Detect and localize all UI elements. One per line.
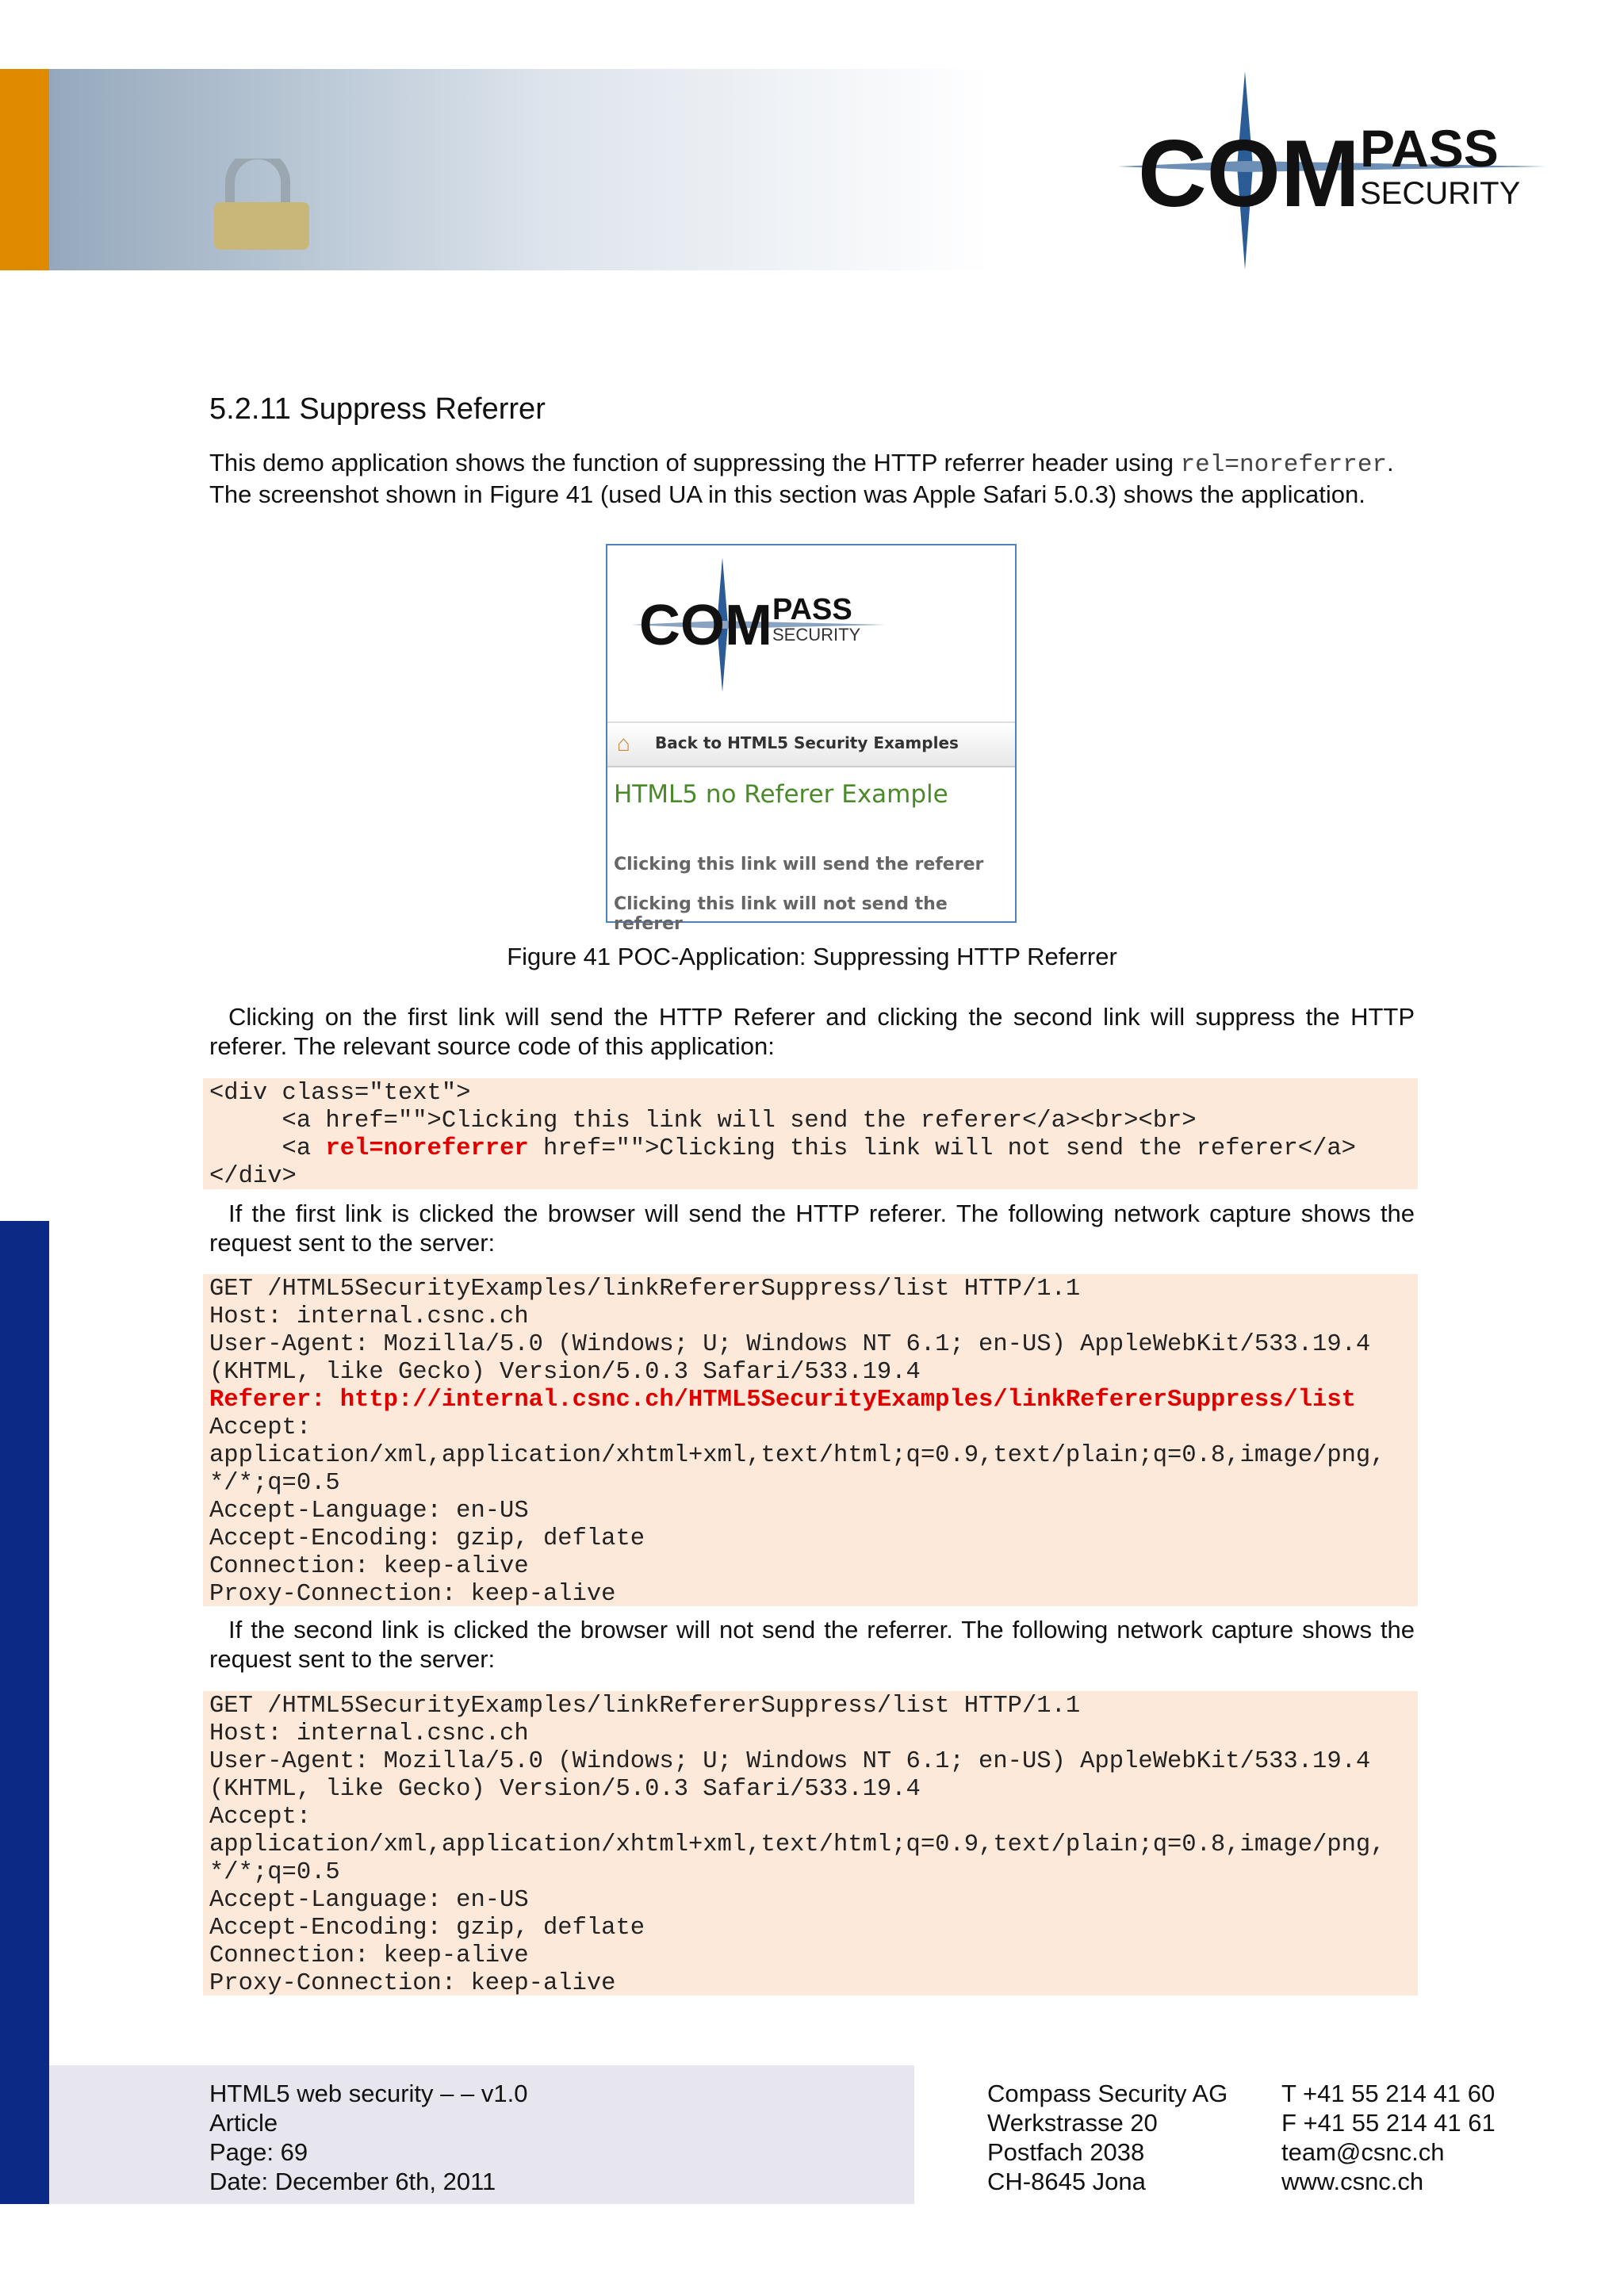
request-headers: GET /HTML5SecurityExamples/linkRefererSuppress/list HTTP/1.1 Host: internal.csnc.ch User-Agent: Mozilla/5.0 (Windows; U; Windows NT 6.1; en-US) AppleWebKit/533.19.4 (KHTML, like Gecko) Version/5.0.3 Safari/533.19.4 [209, 1276, 1371, 1386]
footer-doc-title: HTML5 web security – – v1.0 [209, 2080, 528, 2107]
svg-text:PASS: PASS [1360, 119, 1499, 178]
send-referer-link[interactable]: Clicking this link will send the referer [614, 855, 984, 874]
back-nav-bar [607, 721, 1015, 767]
paragraph-2: If the first link is clicked the browser will send the HTTP referer. The following network capture shows the request sent to the server: [209, 1200, 1415, 1257]
svg-text:SECURITY: SECURITY [772, 625, 861, 645]
orange-accent-bar [0, 69, 49, 270]
code-line: <a [209, 1135, 326, 1162]
footer-city: CH-8645 Jona [987, 2168, 1146, 2195]
code-line: href="">Clicking this link will not send the referer</a> [528, 1135, 1356, 1162]
svg-text:SECURITY: SECURITY [1360, 176, 1521, 211]
footer-fax: F +41 55 214 41 61 [1281, 2109, 1496, 2137]
footer-left [209, 2079, 527, 2196]
figure-compass-logo [631, 557, 885, 692]
intro-code: rel=noreferrer [1180, 451, 1388, 479]
code-line: <a href="">Clicking this link will send the referer</a><br><br> [209, 1108, 1197, 1135]
padlock-icon [182, 159, 381, 254]
footer-contact [1281, 2079, 1496, 2196]
svg-text:COM: COM [1138, 121, 1360, 227]
highlighted-attribute: rel=noreferrer [325, 1135, 529, 1162]
intro-text-end: . [1387, 449, 1394, 476]
compass-security-logo [1118, 67, 1546, 274]
footer-page-number: Page: 69 [209, 2138, 308, 2166]
footer-address [987, 2079, 1228, 2196]
header-banner-image [0, 69, 991, 270]
intro-text: This demo application shows the function of suppressing the HTTP referrer header using [209, 449, 1181, 476]
back-link[interactable]: Back to HTML5 Security Examples [655, 733, 959, 752]
request-capture-without-referer: GET /HTML5SecurityExamples/linkRefererSuppress/list HTTP/1.1 Host: internal.csnc.ch User-Agent: Mozilla/5.0 (Windows; U; Windows NT 6.1; en-US) AppleWebKit/533.19.4 (KHTML, like Gecko) Version/5.0.3 Safari/533.19.4 Accept: application/xml,application/xhtml+xml,text/html;q=0.9,text/plain;q=0.8,image/png, */*;q=0.5 Accept-Language: en-US Accept-Encoding: gzip, deflate Connection: keep-alive Proxy-Connection: keep-alive [203, 1691, 1418, 1996]
figure-caption: Figure 41 POC-Application: Suppressing HTTP Referrer [507, 943, 1117, 970]
intro-line2: The screenshot shown in Figure 41 (used UA in this section was Apple Safari 5.0.3) shows the application. [209, 480, 1365, 508]
footer-date: Date: December 6th, 2011 [209, 2168, 496, 2195]
footer-company: Compass Security AG [987, 2080, 1228, 2107]
paragraph-3: If the second link is clicked the browser will not send the referrer. The following network capture shows the request sent to the server: [209, 1616, 1415, 1673]
footer-postbox: Postfach 2038 [987, 2138, 1145, 2166]
no-referer-link[interactable]: Clicking this link will not send the referer [614, 894, 948, 934]
home-icon: ⌂ [617, 731, 630, 756]
intro-paragraph [209, 448, 1415, 509]
source-code-block [203, 1078, 1418, 1189]
code-line: </div> [209, 1163, 297, 1190]
svg-text:COM: COM [639, 594, 772, 657]
footer-doc-type: Article [209, 2109, 278, 2137]
code-line: <div class="text"> [209, 1080, 471, 1107]
footer-website[interactable]: www.csnc.ch [1281, 2168, 1424, 2195]
figure-title: HTML5 no Referer Example [614, 780, 948, 809]
request-headers-rest: Accept: application/xml,application/xhtml+xml,text/html;q=0.9,text/plain;q=0.8,image/png, */*;q=0.5 Accept-Language: en-US Accept-Encoding: gzip, deflate Connection: keep-alive Proxy-Connection: keep-alive [209, 1414, 1385, 1608]
svg-text:PASS: PASS [772, 593, 852, 626]
footer-phone: T +41 55 214 41 60 [1281, 2080, 1496, 2107]
paragraph-1: Clicking on the first link will send the HTTP Referer and clicking the second link will suppress the HTTP referer. The relevant source code of this application: [209, 1003, 1415, 1060]
blue-side-bar [0, 1221, 49, 2204]
referer-header: Referer: http://internal.csnc.ch/HTML5SecurityExamples/linkRefererSuppress/list [209, 1387, 1356, 1414]
footer-email[interactable]: team@csnc.ch [1281, 2138, 1445, 2166]
request-capture-with-referer [203, 1274, 1418, 1606]
figure-screenshot [606, 544, 1017, 934]
section-heading: 5.2.11 Suppress Referrer [209, 392, 546, 426]
footer-street: Werkstrasse 20 [987, 2109, 1158, 2137]
